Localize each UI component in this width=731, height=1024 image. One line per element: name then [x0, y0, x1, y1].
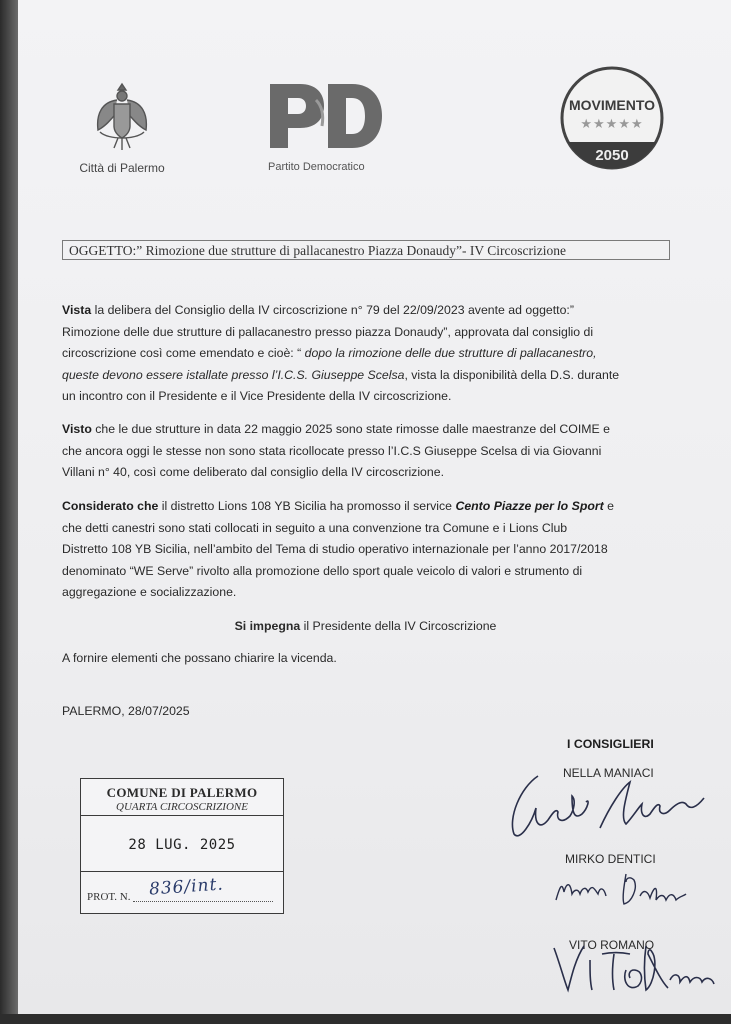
citta-di-palermo-logo [62, 80, 182, 175]
stamp-title: COMUNE DI PALERMO [106, 785, 258, 800]
stamp-prot-number: 836/int. [148, 874, 225, 900]
svg-text:★★★★★: ★★★★★ [580, 117, 644, 132]
p1-line3: circoscrizione così come emendato e cioè: “ [62, 346, 305, 360]
signature-vito-romano [550, 940, 720, 996]
paragraph-visto [62, 419, 662, 484]
p1-line2: Rimozione delle due strutture di pallacanestro presso piazza Donaudy”, approvata dal consiglio di [62, 324, 594, 339]
p1-bold: Vista [62, 303, 92, 317]
paragraph-vista [62, 300, 662, 408]
stamp-date: 28 LUG. 2025 [128, 837, 236, 853]
signatories-heading: I CONSIGLIERI [567, 737, 654, 751]
p1-line4-italic: queste devono essere istallate presso l’I.C.S. Giuseppe Scelsa [62, 367, 405, 382]
p3-line3: Distretto 108 YB Sicilia, nell’ambito del Tema di studio operativo internazionale per l’anno 2017/2018 [62, 542, 608, 556]
eagle-coat-of-arms-icon [92, 80, 152, 154]
p1-line1: la delibera del Consiglio della IV circoscrizione n° 79 del 22/09/2023 avente ad oggetto:” [91, 303, 574, 317]
p2-line2: che ancora oggi le stesse non sono stata ricollocate presso l’I.C.S Giuseppe Scelsa di via Giovanni [62, 443, 602, 458]
p2-line1: che le due strutture in data 22 maggio 2025 sono state rimosse dalle maestranze del COIME e [91, 422, 610, 436]
commit-bold: Si impegna [234, 619, 301, 633]
protocol-stamp [80, 778, 284, 914]
p1-line3-italic: dopo la rimozione delle due strutture di pallacanestro, [304, 346, 597, 360]
page-left-shadow [0, 0, 18, 1024]
p1-line5: un incontro con il Presidente e il Vice Presidente della IV circoscrizione. [62, 389, 452, 403]
paragraph-considerato [62, 496, 662, 604]
pd-caption: Partito Democratico [268, 161, 365, 173]
p3-line1-end: e [603, 499, 614, 513]
p1-line4: , vista la disponibilità della D.S. durante [404, 367, 620, 382]
movimento-text: MOVIMENTO [568, 97, 656, 113]
p3-bold: Considerato che [62, 499, 159, 513]
p3-line2: che detti canestri sono stati collocati in seguito a una convenzione tra Comune e i Lions Club [62, 520, 568, 535]
signature-nella-maniaci [500, 768, 720, 848]
p3-line5: aggregazione e socializzazione. [62, 585, 237, 599]
subject-line: OGGETTO:” Rimozione due strutture di pallacanestro Piazza Donaudy”- IV Circoscrizione [62, 240, 670, 260]
commit-rest: il Presidente della IV Circoscrizione [300, 619, 497, 633]
signature-mirko-dentici [552, 866, 692, 912]
signatory-name-3: VITO ROMANO [569, 938, 655, 952]
movimento-badge-icon [558, 66, 666, 170]
movimento-2050-logo [558, 66, 666, 170]
p2-bold: Visto [62, 422, 92, 436]
stamp-subtitle: QUARTA CIRCOSCRIZIONE [116, 801, 248, 813]
partito-democratico-logo [262, 80, 392, 173]
palermo-caption: Città di Palermo [79, 161, 165, 175]
signatory-name-2: MIRKO DENTICI [565, 852, 656, 866]
stamp-prot-label: PROT. N. [87, 891, 131, 903]
p2-line3: Villani n° 40, così come deliberato dal consiglio della IV circoscrizione. [62, 465, 444, 479]
request-line: A fornire elementi che possano chiarire la vicenda. [62, 651, 337, 665]
p3-line1: il distretto Lions 108 YB Sicilia ha promosso il service [158, 499, 456, 513]
pd-logo-icon [262, 80, 386, 156]
p3-line1-bolditalic: Cento Piazze per lo Sport [455, 499, 604, 513]
commitment-line [0, 619, 731, 633]
movimento-year: 2050 [595, 147, 629, 164]
p3-line4: denominato “WE Serve” rivolto alla promozione dello sport quale veicolo di valori e strumento di [62, 563, 583, 578]
place-and-date: PALERMO, 28/07/2025 [62, 704, 190, 718]
signatory-name-1: NELLA MANIACI [563, 766, 654, 780]
page-bottom-edge [0, 1014, 731, 1024]
